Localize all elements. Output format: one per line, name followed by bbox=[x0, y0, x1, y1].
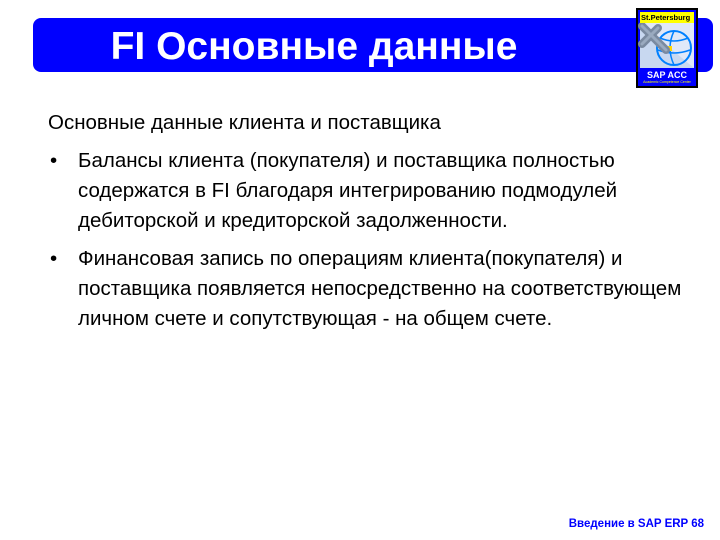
title-bar bbox=[33, 18, 713, 72]
intro-text: Основные данные клиента и поставщика bbox=[48, 111, 441, 134]
logo-subtitle: Academic Competence Center bbox=[643, 80, 691, 84]
bullet-item bbox=[48, 146, 688, 236]
slide-footer: Введение в SAP ERP 68 bbox=[568, 518, 704, 530]
bullet-icon: • bbox=[50, 247, 58, 270]
bullet-icon: • bbox=[50, 149, 58, 172]
logo-location-label: St.Petersburg bbox=[640, 12, 694, 23]
sap-acc-logo bbox=[636, 8, 698, 88]
bullet-text: Балансы клиента (покупателя) и поставщика полностью содержатся в FI благодаря интегрированию подмодулей дебиторской и кредиторской задолженности. bbox=[78, 149, 618, 232]
slide-body bbox=[48, 108, 688, 342]
bullet-text: Финансовая запись по операциям клиента(покупателя) и поставщика появляется непосредственно на соответствующем личном счете и сопутствующая - на общем счете. bbox=[78, 247, 682, 330]
bullet-item bbox=[48, 244, 688, 334]
logo-brand-text: SAP ACC bbox=[646, 70, 687, 80]
slide-title: FI Основные данные bbox=[110, 25, 518, 68]
